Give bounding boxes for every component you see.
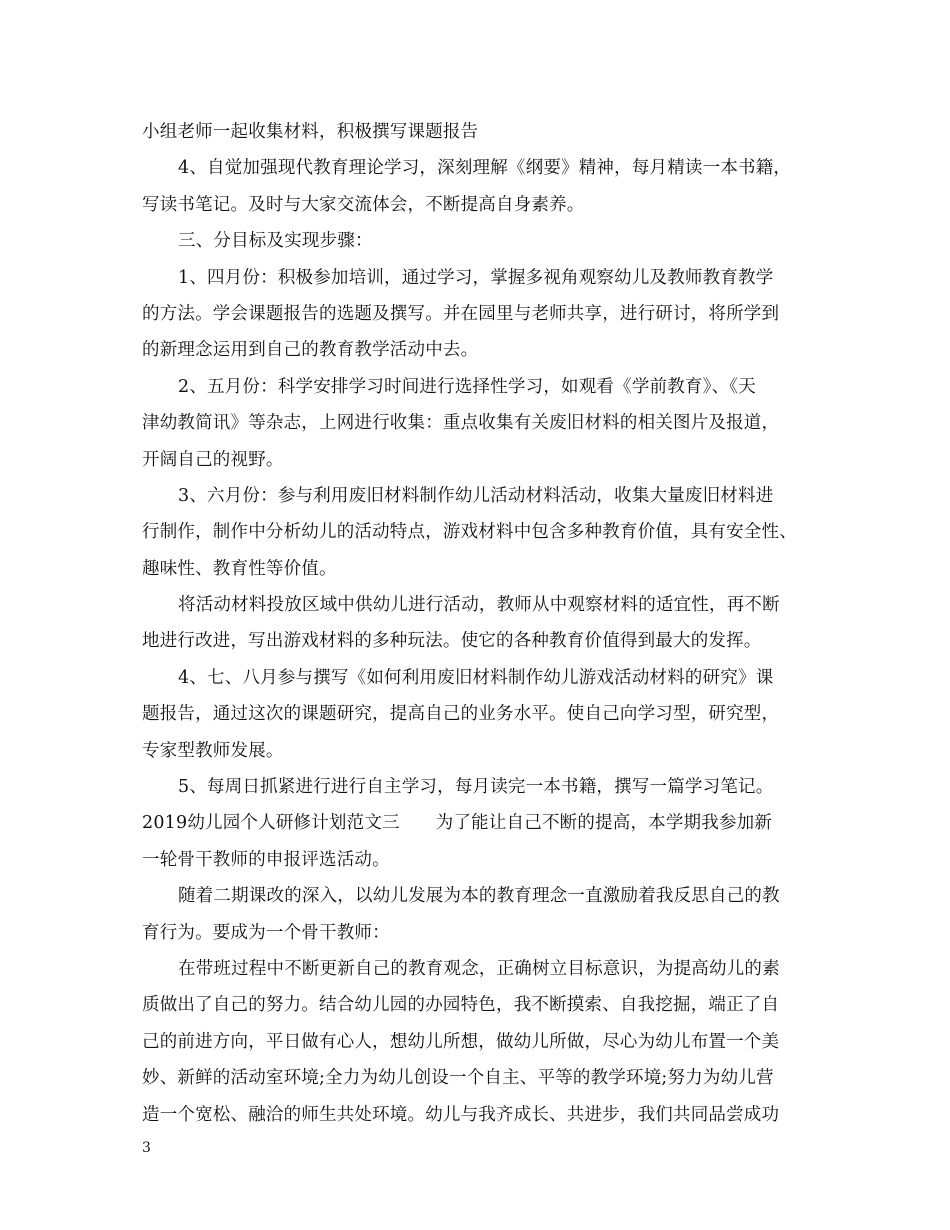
paragraphs-before-heading bbox=[142, 114, 832, 805]
text-line: 题报告，通过这次的课题研究，提高自己的业务水平。使自己向学习型，研究型， bbox=[142, 704, 780, 725]
text-line: 4、自觉加强现代教育理论学习，深刻理解《纲要》精神，每月精读一本书籍， bbox=[178, 158, 792, 179]
text-line: 在带班过程中不断更新自己的教育观念，正确树立目标意识，为提高幼儿的素 bbox=[178, 958, 780, 979]
text-line: 妙、新鲜的活动室环境;全力为幼儿创设一个自主、平等的教学环境;努力为幼儿营 bbox=[142, 1068, 774, 1089]
text-line: 写读书笔记。及时与大家交流体会，不断提高自身素养。 bbox=[142, 194, 585, 215]
text-line: 地进行改进，写出游戏材料的多种玩法。使它的各种教育价值得到最大的发挥。 bbox=[142, 631, 762, 652]
text-line: 4、七、八月参与撰写《如何利用废旧材料制作幼儿游戏活动材料的研究》课 bbox=[178, 667, 774, 688]
text-line: 的新理念运用到自己的教育教学活动中去。 bbox=[142, 340, 479, 361]
text-line: 一轮骨干教师的申报评选活动。 bbox=[142, 849, 390, 870]
text-line: 三、分目标及实现步骤： bbox=[178, 231, 373, 252]
heading-line bbox=[142, 805, 832, 841]
paragraphs-after-heading bbox=[142, 842, 832, 1133]
text-line: 3、六月份：参与利用废旧材料制作幼儿活动材料活动，收集大量废旧材料进 bbox=[178, 485, 774, 506]
page-number: 3 bbox=[142, 1140, 151, 1156]
text-line: 育行为。要成为一个骨干教师： bbox=[142, 922, 390, 943]
text-line: 1、四月份：积极参加培训，通过学习，掌握多视角观察幼儿及教师教育教学 bbox=[178, 267, 774, 288]
text-line: 行制作，制作中分析幼儿的活动特点，游戏材料中包含多种教育价值，具有安全性、 bbox=[142, 522, 797, 543]
text-line: 的方法。学会课题报告的选题及撰写。并在园里与老师共享，进行研讨，将所学到 bbox=[142, 303, 780, 324]
text-line: 造一个宽松、融洽的师生共处环境。幼儿与我齐成长、共进步，我们共同品尝成功 bbox=[142, 1104, 780, 1125]
text-line: 5、每周日抓紧进行进行自主学习，每月读完一本书籍，撰写一篇学习笔记。 bbox=[178, 777, 774, 798]
text-line: 质做出了自己的努力。结合幼儿园的办园特色，我不断摸索、自我挖掘，端正了自 bbox=[142, 995, 780, 1016]
heading-line-text: 为了能让自己不断的提高，本学期我参加新 bbox=[435, 813, 773, 834]
text-line: 小组老师一起收集材料，积极撰写课题报告 bbox=[142, 122, 479, 142]
text-line: 将活动材料投放区域中供幼儿进行活动，教师从中观察材料的适宜性，再不断 bbox=[178, 595, 780, 616]
document-body bbox=[142, 114, 832, 1133]
text-line: 津幼教简讯》等杂志，上网进行收集：重点收集有关废旧材料的相关图片及报道， bbox=[142, 413, 780, 434]
text-line: 开阔自己的视野。 bbox=[142, 449, 284, 470]
text-line: 己的前进方向，平日做有心人，想幼儿所想，做幼儿所做，尽心为幼儿布置一个美 bbox=[142, 1031, 780, 1052]
text-line: 趣味性、教育性等价值。 bbox=[142, 558, 337, 579]
text-line: 专家型教师发展。 bbox=[142, 740, 284, 761]
text-line: 2、五月份：科学安排学习时间进行选择性学习，如观看《学前教育》、《天 bbox=[178, 376, 756, 397]
text-line: 随着二期课改的深入，以幼儿发展为本的教育理念一直激励着我反思自己的教 bbox=[178, 886, 780, 907]
section-heading: 2019幼儿园个人研修计划范文三 bbox=[142, 813, 400, 834]
